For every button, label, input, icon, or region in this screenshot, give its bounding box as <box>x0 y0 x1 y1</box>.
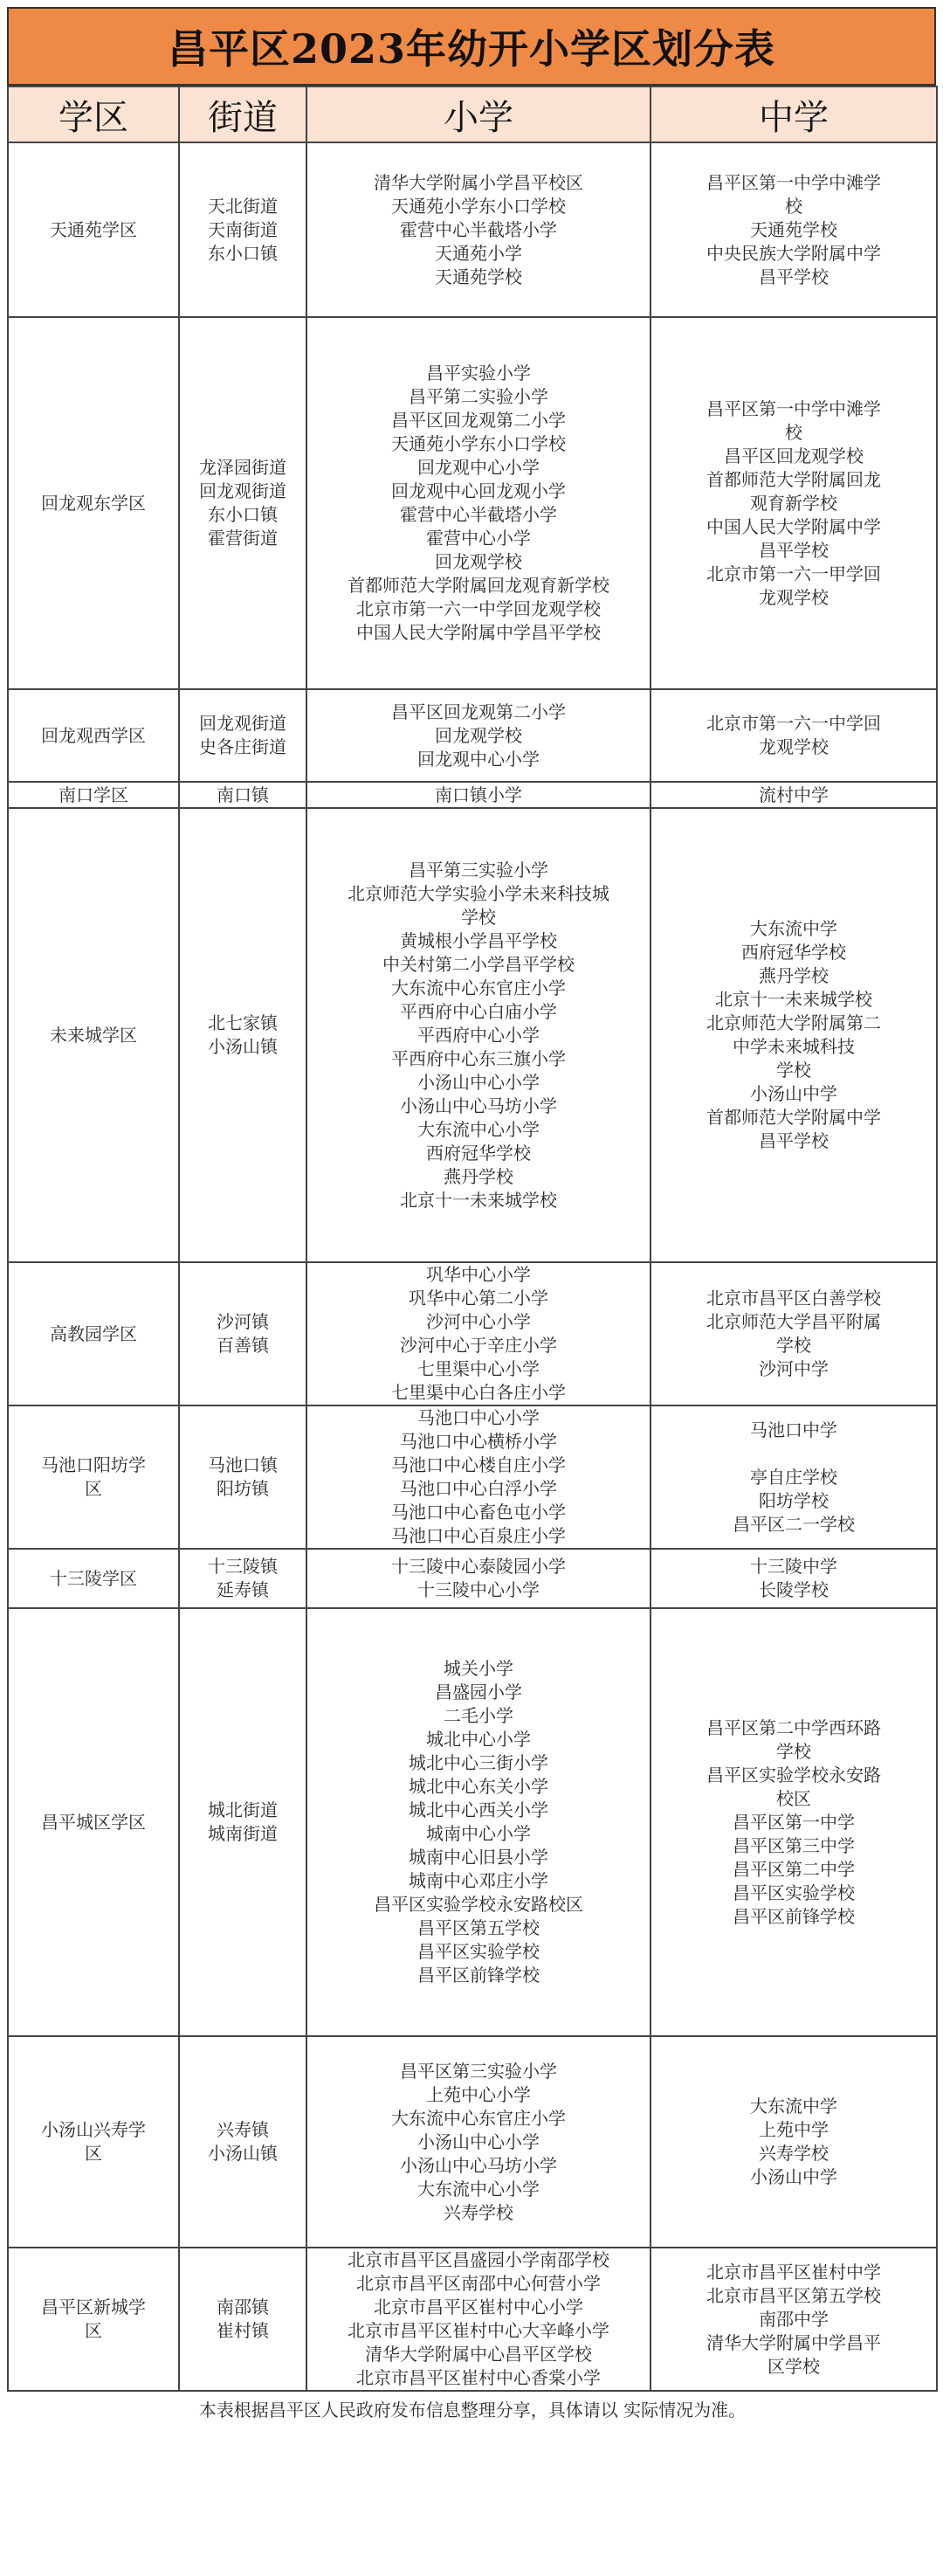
street-name: 百善镇 <box>217 1335 269 1356</box>
school-name: 二毛小学 <box>444 1705 513 1726</box>
school-name: 昌平区回龙观第二小学 <box>391 701 566 722</box>
school-name: 昌平第二实验小学 <box>409 386 548 407</box>
street-name: 东小口镇 <box>208 242 278 264</box>
district-name-line: 马池口阳坊学 <box>41 1454 146 1475</box>
school-name: 昌平区第二中学西环路 <box>706 1716 881 1738</box>
school-name: 城北中心小学 <box>426 1729 531 1750</box>
primary-school-cell <box>306 1405 650 1549</box>
school-name: 龙观学校 <box>759 586 829 608</box>
primary-school-cell <box>306 808 650 1262</box>
middle-school-cell <box>650 1549 937 1608</box>
school-name: 昌平区实验学校 <box>733 1882 855 1903</box>
street-cell <box>179 689 306 782</box>
table-row <box>8 1405 937 1549</box>
street-name: 城南街道 <box>208 1823 278 1844</box>
primary-school-cell <box>306 1262 650 1405</box>
school-name: 天通苑小学东小口学校 <box>391 433 566 454</box>
school-name: 中关村第二小学昌平学校 <box>382 953 575 975</box>
middle-school-cell <box>650 689 937 782</box>
school-name: 北京市昌平区崔村中心大辛峰小学 <box>348 2320 609 2341</box>
school-name: 大东流中心小学 <box>417 2178 540 2200</box>
table-row <box>8 2036 937 2248</box>
school-name: 天通苑学校 <box>750 218 837 240</box>
school-name: 北京市第一六一中学回龙观学校 <box>356 598 601 619</box>
table-row <box>8 689 937 782</box>
school-name: 昌平区实验学校永安路校区 <box>374 1894 583 1915</box>
street-name: 十三陵镇 <box>208 1556 278 1577</box>
street-name: 霍营街道 <box>208 528 278 549</box>
school-name: 回龙观中心小学 <box>417 457 540 478</box>
table-row <box>8 1608 937 2036</box>
district-name: 回龙观东学区 <box>41 492 146 514</box>
school-name: 兴寿学校 <box>444 2201 513 2223</box>
school-name: 上苑中学 <box>759 2119 829 2140</box>
street-cell <box>179 808 306 1262</box>
school-name: 昌平区第二中学 <box>733 1858 855 1880</box>
school-name: 西府冠华学校 <box>426 1142 531 1164</box>
middle-school-cell <box>650 2248 937 2391</box>
school-name: 马池口中心百泉庄小学 <box>391 1525 566 1546</box>
primary-school-cell <box>306 142 650 317</box>
school-name: 学校 <box>776 1740 811 1762</box>
school-name: 城关小学 <box>444 1658 513 1679</box>
school-name: 阳坊学校 <box>759 1489 829 1511</box>
school-name: 昌平学校 <box>759 266 829 287</box>
street-cell <box>179 1549 306 1608</box>
footnote: 本表根据昌平区人民政府发布信息整理分享，具体请以 实际情况为准。 <box>8 2391 937 2428</box>
middle-school-cell <box>650 782 937 808</box>
street-name: 南口镇 <box>217 784 269 805</box>
school-name: 北京市昌平区昌盛园小学南邵学校 <box>348 2249 609 2270</box>
street-name: 阳坊镇 <box>217 1478 269 1499</box>
district-name: 回龙观西学区 <box>41 724 146 746</box>
school-name: 北京市昌平区白善学校 <box>706 1288 881 1309</box>
header-district: 学区 <box>8 86 179 142</box>
school-name: 天通苑小学 <box>435 242 522 264</box>
district-cell <box>8 1549 179 1608</box>
street-cell <box>179 782 306 808</box>
school-name: 霍营中心半截塔小学 <box>400 218 557 240</box>
district-name: 昌平城区学区 <box>41 1811 146 1833</box>
school-name: 沙河中心小学 <box>426 1311 531 1332</box>
school-name: 平西府中心东三旗小学 <box>391 1047 566 1069</box>
school-name: 北京市昌平区第五学校 <box>706 2284 881 2306</box>
district-cell <box>8 2248 179 2391</box>
street-name: 天南街道 <box>208 218 278 240</box>
school-name: 上苑中心小学 <box>426 2083 531 2105</box>
school-name: 首都师范大学附属中学 <box>706 1107 881 1128</box>
school-name: 西府冠华学校 <box>741 942 846 963</box>
school-name: 区学校 <box>767 2355 820 2377</box>
school-name: 沙河中学 <box>759 1358 829 1379</box>
school-name: 昌平区回龙观第二小学 <box>391 410 566 431</box>
middle-school-cell <box>650 317 937 689</box>
header-middle: 中学 <box>650 86 937 142</box>
middle-school-cell <box>650 1608 937 2036</box>
street-name: 南邵镇 <box>217 2296 269 2317</box>
street-name: 东小口镇 <box>208 504 278 525</box>
street-name: 马池口镇 <box>208 1454 278 1475</box>
school-name: 北京十一未来城学校 <box>715 989 872 1010</box>
school-name: 十三陵中学 <box>750 1556 837 1577</box>
school-name: 北京市昌平区崔村中心香棠小学 <box>356 2367 601 2388</box>
street-cell <box>179 1608 306 2036</box>
street-name: 龙泽园街道 <box>199 457 286 478</box>
school-name: 观育新学校 <box>750 492 837 514</box>
middle-school-cell <box>650 2036 937 2248</box>
school-name: 昌平学校 <box>759 539 829 561</box>
district-name: 天通苑学区 <box>50 218 137 240</box>
school-name: 昌平区实验学校永安路 <box>706 1764 881 1785</box>
table-row <box>8 1262 937 1405</box>
primary-school-cell <box>306 689 650 782</box>
school-name: 清华大学附属小学昌平校区 <box>374 171 583 193</box>
school-name: 流村中学 <box>759 784 829 805</box>
school-name: 龙观学校 <box>759 736 829 757</box>
school-name: 燕丹学校 <box>759 965 829 986</box>
school-name: 兴寿学校 <box>759 2143 829 2164</box>
primary-school-cell <box>306 1549 650 1608</box>
middle-school-cell <box>650 1262 937 1405</box>
table-row <box>8 782 937 808</box>
school-name: 中学未来城科技 <box>733 1036 855 1057</box>
school-name: 昌平区第一中学中滩学 <box>706 171 881 193</box>
school-name: 马池口中心楼自庄小学 <box>391 1454 566 1475</box>
street-name: 小汤山镇 <box>208 1036 278 1057</box>
school-name: 回龙观学校 <box>435 551 522 572</box>
school-name: 马池口中心小学 <box>417 1407 540 1428</box>
page-title: 昌平区2023年幼开小学区划分表 <box>7 7 936 86</box>
school-name: 昌平区第一中学 <box>733 1811 855 1833</box>
school-name: 北京师范大学实验小学未来科技城 <box>348 882 609 904</box>
street-cell <box>179 2036 306 2248</box>
school-name: 首都师范大学附属回龙观育新学校 <box>348 575 609 596</box>
school-name: 城北中心西关小学 <box>409 1799 548 1820</box>
district-cell <box>8 808 179 1262</box>
school-name: 校 <box>785 421 802 443</box>
primary-school-cell <box>306 1608 650 2036</box>
district-name: 十三陵学区 <box>50 1567 137 1589</box>
school-name: 亭自庄学校 <box>750 1466 837 1488</box>
header-street: 街道 <box>179 86 306 142</box>
school-name: 大东流中心东官庄小学 <box>391 2107 566 2129</box>
school-name <box>658 1442 929 1466</box>
school-name: 城北中心东关小学 <box>409 1776 548 1797</box>
school-name: 小汤山中心小学 <box>417 1071 540 1093</box>
school-name: 平西府中心小学 <box>417 1024 540 1046</box>
school-name: 十三陵中心泰陵园小学 <box>391 1556 566 1577</box>
street-name: 兴寿镇 <box>217 2119 269 2140</box>
school-name: 霍营中心半截塔小学 <box>400 504 557 525</box>
school-name: 昌平区回龙观学校 <box>724 445 864 466</box>
school-name: 马池口中心横桥小学 <box>400 1431 557 1452</box>
school-name: 昌平学校 <box>759 1130 829 1151</box>
footnote-row <box>8 2391 937 2428</box>
school-name: 清华大学附属中学昌平 <box>706 2331 881 2353</box>
table-body <box>8 142 937 2428</box>
school-name: 马池口中心畜色屯小学 <box>391 1502 566 1523</box>
school-name: 北京师范大学昌平附属 <box>706 1311 881 1332</box>
district-name-line: 昌平区新城学 <box>41 2296 146 2317</box>
school-name: 马池口中心白浮小学 <box>400 1478 557 1499</box>
school-name: 昌平区第五学校 <box>417 1917 540 1938</box>
district-cell <box>8 689 179 782</box>
school-name: 昌平区第三实验小学 <box>400 2060 557 2082</box>
street-cell <box>179 142 306 317</box>
street-name: 延寿镇 <box>217 1579 269 1600</box>
school-name: 大东流中学 <box>750 918 837 939</box>
street-name: 天北街道 <box>208 195 278 217</box>
school-name: 校区 <box>776 1787 811 1809</box>
school-name: 大东流中学 <box>750 2096 837 2117</box>
school-name: 北京市昌平区崔村中学 <box>706 2261 881 2282</box>
district-name: 南口学区 <box>59 784 128 805</box>
school-name: 城北中心三街小学 <box>409 1752 548 1773</box>
school-name: 中国人民大学附属中学昌平学校 <box>356 622 601 643</box>
school-name: 小汤山中学 <box>750 2166 837 2187</box>
middle-school-cell <box>650 808 937 1262</box>
street-name: 沙河镇 <box>217 1311 269 1332</box>
school-name: 回龙观学校 <box>435 724 522 746</box>
school-name: 天通苑小学东小口学校 <box>391 195 566 217</box>
school-name: 城南中心小学 <box>426 1823 531 1844</box>
school-name: 七里渠中心白各庄小学 <box>391 1382 566 1403</box>
school-name: 小汤山中心小学 <box>417 2131 540 2152</box>
primary-school-cell <box>306 2036 650 2248</box>
school-name: 昌平区二一学校 <box>733 1513 855 1535</box>
district-cell <box>8 1608 179 2036</box>
school-name: 北京师范大学附属第二 <box>706 1012 881 1033</box>
street-cell <box>179 317 306 689</box>
district-name-line: 小汤山兴寿学 <box>41 2119 146 2140</box>
table-row <box>8 2248 937 2391</box>
primary-school-cell <box>306 782 650 808</box>
school-name: 回龙观中心小学 <box>417 748 540 770</box>
school-name: 昌平区前锋学校 <box>733 1905 855 1927</box>
school-name: 昌平区前锋学校 <box>417 1965 540 1986</box>
table-row <box>8 317 937 689</box>
school-name: 大东流中心小学 <box>417 1118 540 1140</box>
school-name: 沙河中心于辛庄小学 <box>400 1335 557 1356</box>
district-cell <box>8 142 179 317</box>
school-name: 小汤山中心马坊小学 <box>400 2154 557 2176</box>
school-name: 七里渠中心小学 <box>417 1358 540 1379</box>
table-header-row <box>8 86 937 142</box>
table-row <box>8 1549 937 1608</box>
district-name: 高教园学区 <box>50 1323 137 1344</box>
street-cell <box>179 2248 306 2391</box>
primary-school-cell <box>306 2248 650 2391</box>
street-name: 史各庄街道 <box>199 736 286 757</box>
school-name: 中央民族大学附属中学 <box>706 242 881 264</box>
district-table <box>7 86 938 2428</box>
street-cell <box>179 1262 306 1405</box>
table-row <box>8 142 937 317</box>
school-name: 昌平第三实验小学 <box>409 859 548 881</box>
school-name: 北京市昌平区崔村中心小学 <box>374 2296 583 2317</box>
school-name: 黄城根小学昌平学校 <box>400 929 557 951</box>
middle-school-cell <box>650 1405 937 1549</box>
school-name: 校 <box>785 195 802 217</box>
district-cell <box>8 2036 179 2248</box>
street-name: 回龙观街道 <box>199 480 286 501</box>
district-name-line: 区 <box>85 1478 102 1499</box>
district-cell <box>8 1262 179 1405</box>
school-name: 学校 <box>776 1060 811 1081</box>
street-name: 崔村镇 <box>217 2320 269 2341</box>
school-name: 小汤山中学 <box>750 1083 837 1104</box>
school-name: 北京市第一六一中学回 <box>706 713 881 734</box>
school-name: 平西府中心白庙小学 <box>400 1000 557 1022</box>
school-name: 昌平区实验学校 <box>417 1941 540 1962</box>
district-cell <box>8 782 179 808</box>
school-name: 马池口中学 <box>750 1419 837 1440</box>
school-name: 清华大学附属中心昌平区学校 <box>365 2344 592 2365</box>
school-name: 天通苑学校 <box>435 266 522 287</box>
school-name: 回龙观中心回龙观小学 <box>391 480 566 501</box>
middle-school-cell <box>650 142 937 317</box>
school-name: 大东流中心东官庄小学 <box>391 977 566 998</box>
school-name: 北京市第一六一甲学回 <box>706 563 881 584</box>
school-name: 南邵中学 <box>759 2308 829 2330</box>
school-name: 中国人民大学附属中学 <box>706 515 881 537</box>
school-name: 十三陵中心小学 <box>417 1579 540 1600</box>
school-name: 城南中心旧县小学 <box>409 1847 548 1868</box>
street-name: 北七家镇 <box>208 1012 278 1033</box>
school-name: 燕丹学校 <box>444 1165 513 1187</box>
school-name: 昌平实验小学 <box>426 363 531 383</box>
school-name: 学校 <box>461 906 496 928</box>
district-name: 未来城学区 <box>50 1024 137 1046</box>
school-name: 霍营中心小学 <box>426 528 531 549</box>
street-cell <box>179 1405 306 1549</box>
school-name: 北京市昌平区南邵中心何营小学 <box>356 2273 601 2294</box>
school-name: 昌平区第三中学 <box>733 1834 855 1856</box>
street-name: 小汤山镇 <box>208 2143 278 2164</box>
district-cell <box>8 317 179 689</box>
district-cell <box>8 1405 179 1549</box>
school-name: 巩华中心第二小学 <box>409 1288 548 1309</box>
school-name: 北京十一未来城学校 <box>400 1189 557 1211</box>
school-name: 首都师范大学附属回龙 <box>706 468 881 490</box>
district-name-line: 区 <box>85 2320 102 2341</box>
school-name: 巩华中心小学 <box>426 1264 531 1285</box>
street-name: 回龙观街道 <box>199 713 286 734</box>
school-name: 昌平区第一中学中滩学 <box>706 397 881 419</box>
street-name: 城北街道 <box>208 1799 278 1820</box>
school-name: 学校 <box>776 1335 811 1356</box>
school-name: 昌盛园小学 <box>435 1682 522 1702</box>
primary-school-cell <box>306 317 650 689</box>
school-name: 城南中心邓庄小学 <box>409 1870 548 1891</box>
header-primary: 小学 <box>306 86 650 142</box>
school-name: 南口镇小学 <box>435 784 522 805</box>
school-name: 小汤山中心马坊小学 <box>400 1095 557 1116</box>
district-name-line: 区 <box>85 2143 102 2164</box>
school-name: 长陵学校 <box>759 1579 829 1600</box>
table-row <box>8 808 937 1262</box>
